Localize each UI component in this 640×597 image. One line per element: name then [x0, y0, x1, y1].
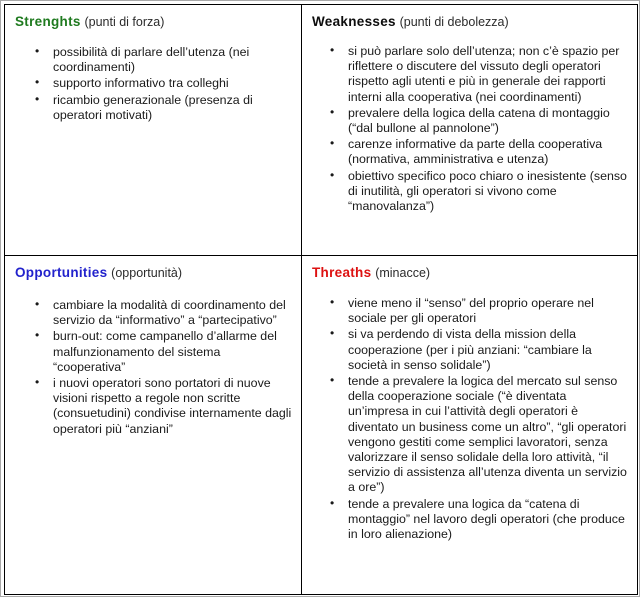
quadrant-opportunities — [5, 256, 302, 594]
list-item: • supporto informativo tra colleghi — [13, 76, 293, 91]
quadrant-weaknesses — [302, 5, 637, 256]
list-item: • tende a prevalere una logica da “catena di montaggio” nel lavoro degli operatori (che produce in loro alienazione) — [310, 497, 629, 543]
strengths-subtitle: (punti di forza) — [84, 15, 165, 29]
opportunities-heading — [15, 264, 293, 282]
opportunities-list — [13, 298, 293, 437]
list-item: • obiettivo specifico poco chiaro o inesistente (senso di inutilità, gli operatori si vivono come “manovalanza”) — [310, 169, 629, 215]
swot-matrix — [4, 4, 638, 595]
opportunities-title: Opportunities — [15, 265, 108, 280]
weaknesses-title: Weaknesses — [312, 14, 396, 29]
strengths-title: Strenghts — [15, 14, 81, 29]
list-item: • si va perdendo di vista della mission della cooperazione (per i più anziani: “cambiare la società in senso solidale”) — [310, 327, 629, 373]
list-item: • tende a prevalere la logica del mercato sul senso della cooperazione sociale (“è diventata un’impresa in cui l’attività degli operatori è diventato un business come un altro”, “gli operatori vengono gestiti come semplici lavoratori, senza valorizzare il senso solidale della loro attività, “il servizio di assistenza all’utenza diventa un servizio a ore”) — [310, 374, 629, 496]
strengths-heading — [15, 13, 293, 31]
weaknesses-subtitle: (punti di debolezza) — [399, 15, 509, 29]
threaths-subtitle: (minacce) — [375, 266, 431, 280]
list-item: • burn-out: come campanello d’allarme del malfunzionamento del sistema “cooperativa” — [13, 329, 293, 375]
opportunities-subtitle: (opportunità) — [111, 266, 183, 280]
weaknesses-heading — [312, 13, 629, 31]
strengths-list — [13, 45, 293, 123]
quadrant-threaths — [302, 256, 637, 594]
threaths-list — [310, 296, 629, 542]
list-item: • ricambio generazionale (presenza di operatori motivati) — [13, 93, 293, 123]
list-item: • carenze informative da parte della cooperativa (normativa, amministrativa e utenza) — [310, 137, 629, 167]
threaths-title: Threaths — [312, 265, 372, 280]
quadrant-strengths — [5, 5, 302, 256]
list-item: • possibilità di parlare dell’utenza (nei coordinamenti) — [13, 45, 293, 75]
threaths-heading — [312, 264, 629, 282]
list-item: • cambiare la modalità di coordinamento del servizio da “informativo” a “partecipativo” — [13, 298, 293, 328]
list-item: • i nuovi operatori sono portatori di nuove visioni rispetto a regole non scritte (consuetudini) condivise internamente dagli operatori più “anziani” — [13, 376, 293, 437]
weaknesses-list — [310, 44, 629, 214]
list-item: • si può parlare solo dell’utenza; non c’è spazio per riflettere o discutere del vissuto degli operatori rispetto agli utenti e più in generale dei rapporti interni alla cooperativa (nei coordinamenti) — [310, 44, 629, 105]
list-item: • viene meno il “senso” del proprio operare nel sociale per gli operatori — [310, 296, 629, 326]
list-item: • prevalere della logica della catena di montaggio (“dal bullone al pannolone”) — [310, 106, 629, 136]
